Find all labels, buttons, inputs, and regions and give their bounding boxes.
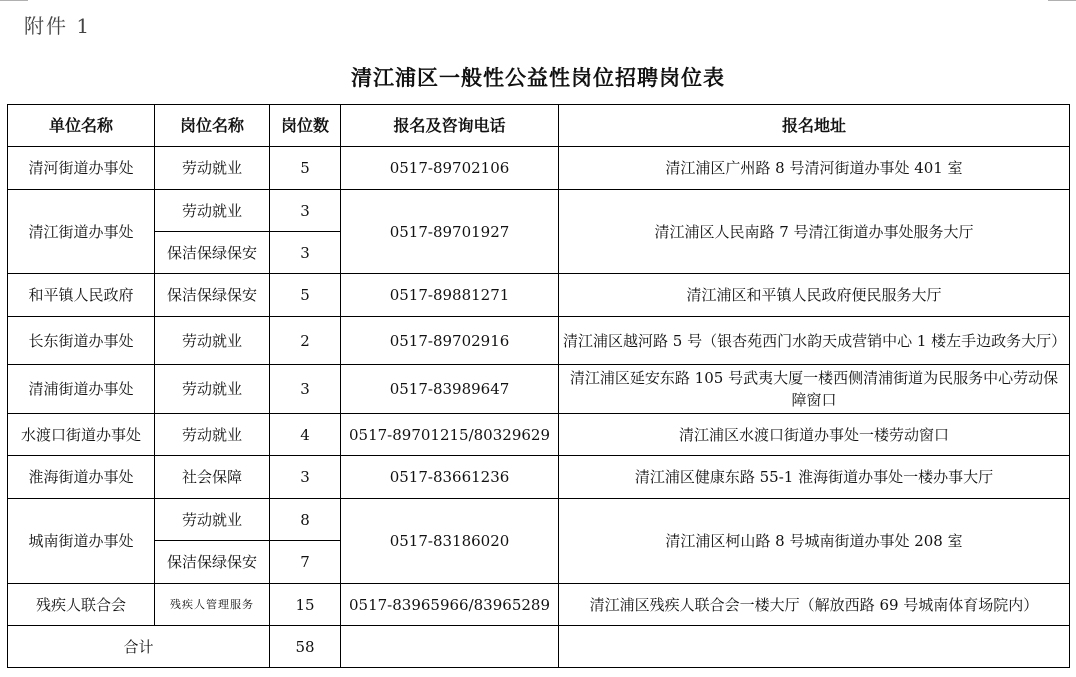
recruitment-table [7,104,1070,668]
address-cell: 清江浦区残疾人联合会一楼大厅（解放西路 69 号城南体育场院内） [559,584,1070,626]
position-cell: 劳动就业 [155,499,270,541]
position-cell: 保洁保绿保安 [155,541,270,584]
total-label: 合计 [8,626,270,668]
unit-cell: 残疾人联合会 [8,584,155,626]
count-cell: 4 [270,414,341,456]
address-cell: 清江浦区和平镇人民政府便民服务大厅 [559,274,1070,317]
table-row [8,147,1070,190]
table-row [8,456,1070,499]
top-rule-left [0,0,28,1]
phone-cell: 0517-83186020 [341,499,559,584]
count-cell: 3 [270,190,341,232]
address-cell: 清江浦区柯山路 8 号城南街道办事处 208 室 [559,499,1070,584]
header-count: 岗位数 [270,105,341,147]
count-cell: 5 [270,147,341,190]
address-cell: 清江浦区人民南路 7 号清江街道办事处服务大厅 [559,190,1070,274]
attachment-label: 附件 1 [24,14,92,38]
page-title: 清江浦区一般性公益性岗位招聘岗位表 [351,65,725,90]
phone-cell: 0517-83661236 [341,456,559,499]
phone-cell: 0517-83989647 [341,365,559,414]
total-address-empty [559,626,1070,668]
phone-cell: 0517-89701215/80329629 [341,414,559,456]
table-row [8,317,1070,365]
phone-cell: 0517-89881271 [341,274,559,317]
table-row [8,499,1070,541]
phone-cell: 0517-89701927 [341,190,559,274]
count-cell: 5 [270,274,341,317]
position-cell: 社会保障 [155,456,270,499]
address-cell: 清江浦区广州路 8 号清河街道办事处 401 室 [559,147,1070,190]
top-rule-right [1048,0,1076,1]
unit-cell: 清江街道办事处 [8,190,155,274]
table-row [8,190,1070,232]
phone-cell: 0517-89702106 [341,147,559,190]
header-position: 岗位名称 [155,105,270,147]
total-count: 58 [270,626,341,668]
position-cell: 劳动就业 [155,317,270,365]
unit-cell: 清河街道办事处 [8,147,155,190]
total-row [8,626,1070,668]
table-row [8,584,1070,626]
table-row [8,365,1070,414]
count-cell: 8 [270,499,341,541]
table-row [8,414,1070,456]
count-cell: 15 [270,584,341,626]
unit-cell: 水渡口街道办事处 [8,414,155,456]
header-unit: 单位名称 [8,105,155,147]
count-cell: 3 [270,456,341,499]
position-cell: 劳动就业 [155,147,270,190]
header-phone: 报名及咨询电话 [341,105,559,147]
position-cell: 劳动就业 [155,365,270,414]
address-cell: 清江浦区越河路 5 号（银杏苑西门水韵天成营销中心 1 楼左手边政务大厅） [559,317,1070,365]
header-address: 报名地址 [559,105,1070,147]
address-cell: 清江浦区延安东路 105 号武夷大厦一楼西侧清浦街道为民服务中心劳动保障窗口 [559,365,1070,414]
count-cell: 3 [270,232,341,274]
header-row [8,105,1070,147]
position-cell: 残疾人管理服务 [155,584,270,626]
count-cell: 7 [270,541,341,584]
position-cell: 劳动就业 [155,414,270,456]
unit-cell: 清浦街道办事处 [8,365,155,414]
unit-cell: 淮海街道办事处 [8,456,155,499]
position-cell: 保洁保绿保安 [155,232,270,274]
count-cell: 3 [270,365,341,414]
table-row [8,274,1070,317]
unit-cell: 和平镇人民政府 [8,274,155,317]
position-cell: 保洁保绿保安 [155,274,270,317]
position-cell: 劳动就业 [155,190,270,232]
phone-cell: 0517-83965966/83965289 [341,584,559,626]
address-cell: 清江浦区水渡口街道办事处一楼劳动窗口 [559,414,1070,456]
address-cell: 清江浦区健康东路 55-1 淮海街道办事处一楼办事大厅 [559,456,1070,499]
unit-cell: 长东街道办事处 [8,317,155,365]
count-cell: 2 [270,317,341,365]
total-phone-empty [341,626,559,668]
phone-cell: 0517-89702916 [341,317,559,365]
unit-cell: 城南街道办事处 [8,499,155,584]
